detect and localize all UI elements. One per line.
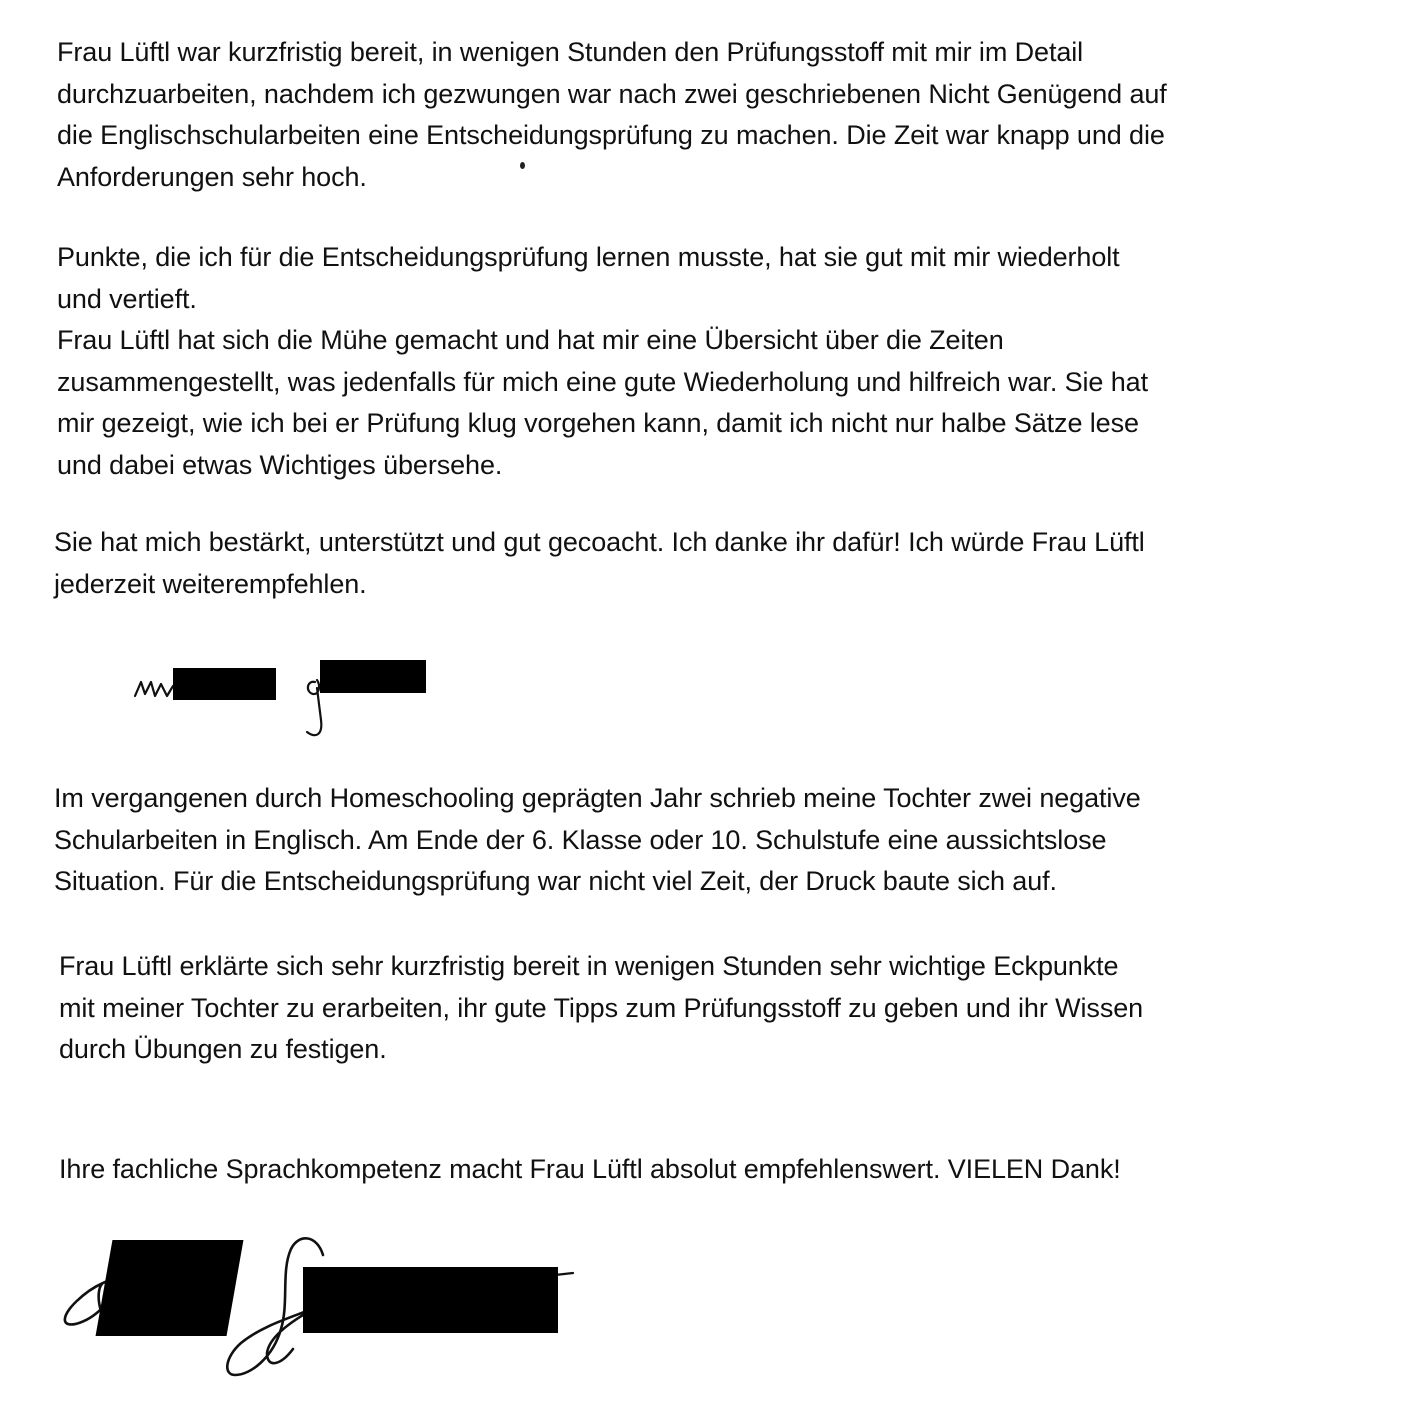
redaction-bar	[96, 1240, 244, 1336]
letter-2-paragraph-1: Im vergangenen durch Homeschooling geprägten Jahr schrieb meine Tochter zwei negative Schularbeiten in Englisch. Am Ende der 6. Klasse oder 10. Schulstufe eine aussichtslose Situation. Für die Entscheidungsprüfung war nicht viel Zeit, der Druck baute sich auf.	[54, 783, 1141, 896]
letter-1-paragraph-1: Frau Lüftl war kurzfristig bereit, in wenigen Stunden den Prüfungsstoff mit mir im Detail durchzuarbeiten, nachdem ich gezwungen war nach zwei geschriebenen Nicht Genügend auf die Englischschularbeiten eine Entscheidungsprüfung zu machen. Die Zeit war knapp und die Anforderungen sehr hoch.	[57, 37, 1167, 192]
redaction-bar	[303, 1267, 558, 1333]
letter-2-paragraph-2: Frau Lüftl erklärte sich sehr kurzfristig bereit in wenigen Stunden sehr wichtige Eckpunkte mit meiner Tochter zu erarbeiten, ihr gute Tipps zum Prüfungsstoff zu geben und ihr Wissen durch Übungen zu festigen.	[59, 951, 1144, 1064]
scan-speck	[520, 162, 525, 169]
redaction-bar	[173, 668, 276, 700]
letter-1-paragraph-3: Sie hat mich bestärkt, unterstützt und gut gecoacht. Ich danke ihr dafür! Ich würde Frau Lüftl jederzeit weiterempfehlen.	[54, 527, 1145, 599]
letter-2-paragraph-3: Ihre fachliche Sprachkompetenz macht Frau Lüftl absolut empfehlenswert. VIELEN Dank!	[59, 1154, 1121, 1184]
letter-1-paragraph-2: Punkte, die ich für die Entscheidungsprüfung lernen musste, hat sie gut mit mir wiederholt und vertieft. Frau Lüftl hat sich die Mühe gemacht und hat mir eine Übersicht über die Zeiten zusammengestellt, was jedenfalls für mich eine gute Wiederholung und hilfreich war. Sie hat mir gezeigt, wie ich bei er Prüfung klug vorgehen kann, damit ich nicht nur halbe Sätze lese und dabei etwas Wichtiges übersehe.	[57, 242, 1148, 480]
redaction-bar	[320, 660, 426, 693]
